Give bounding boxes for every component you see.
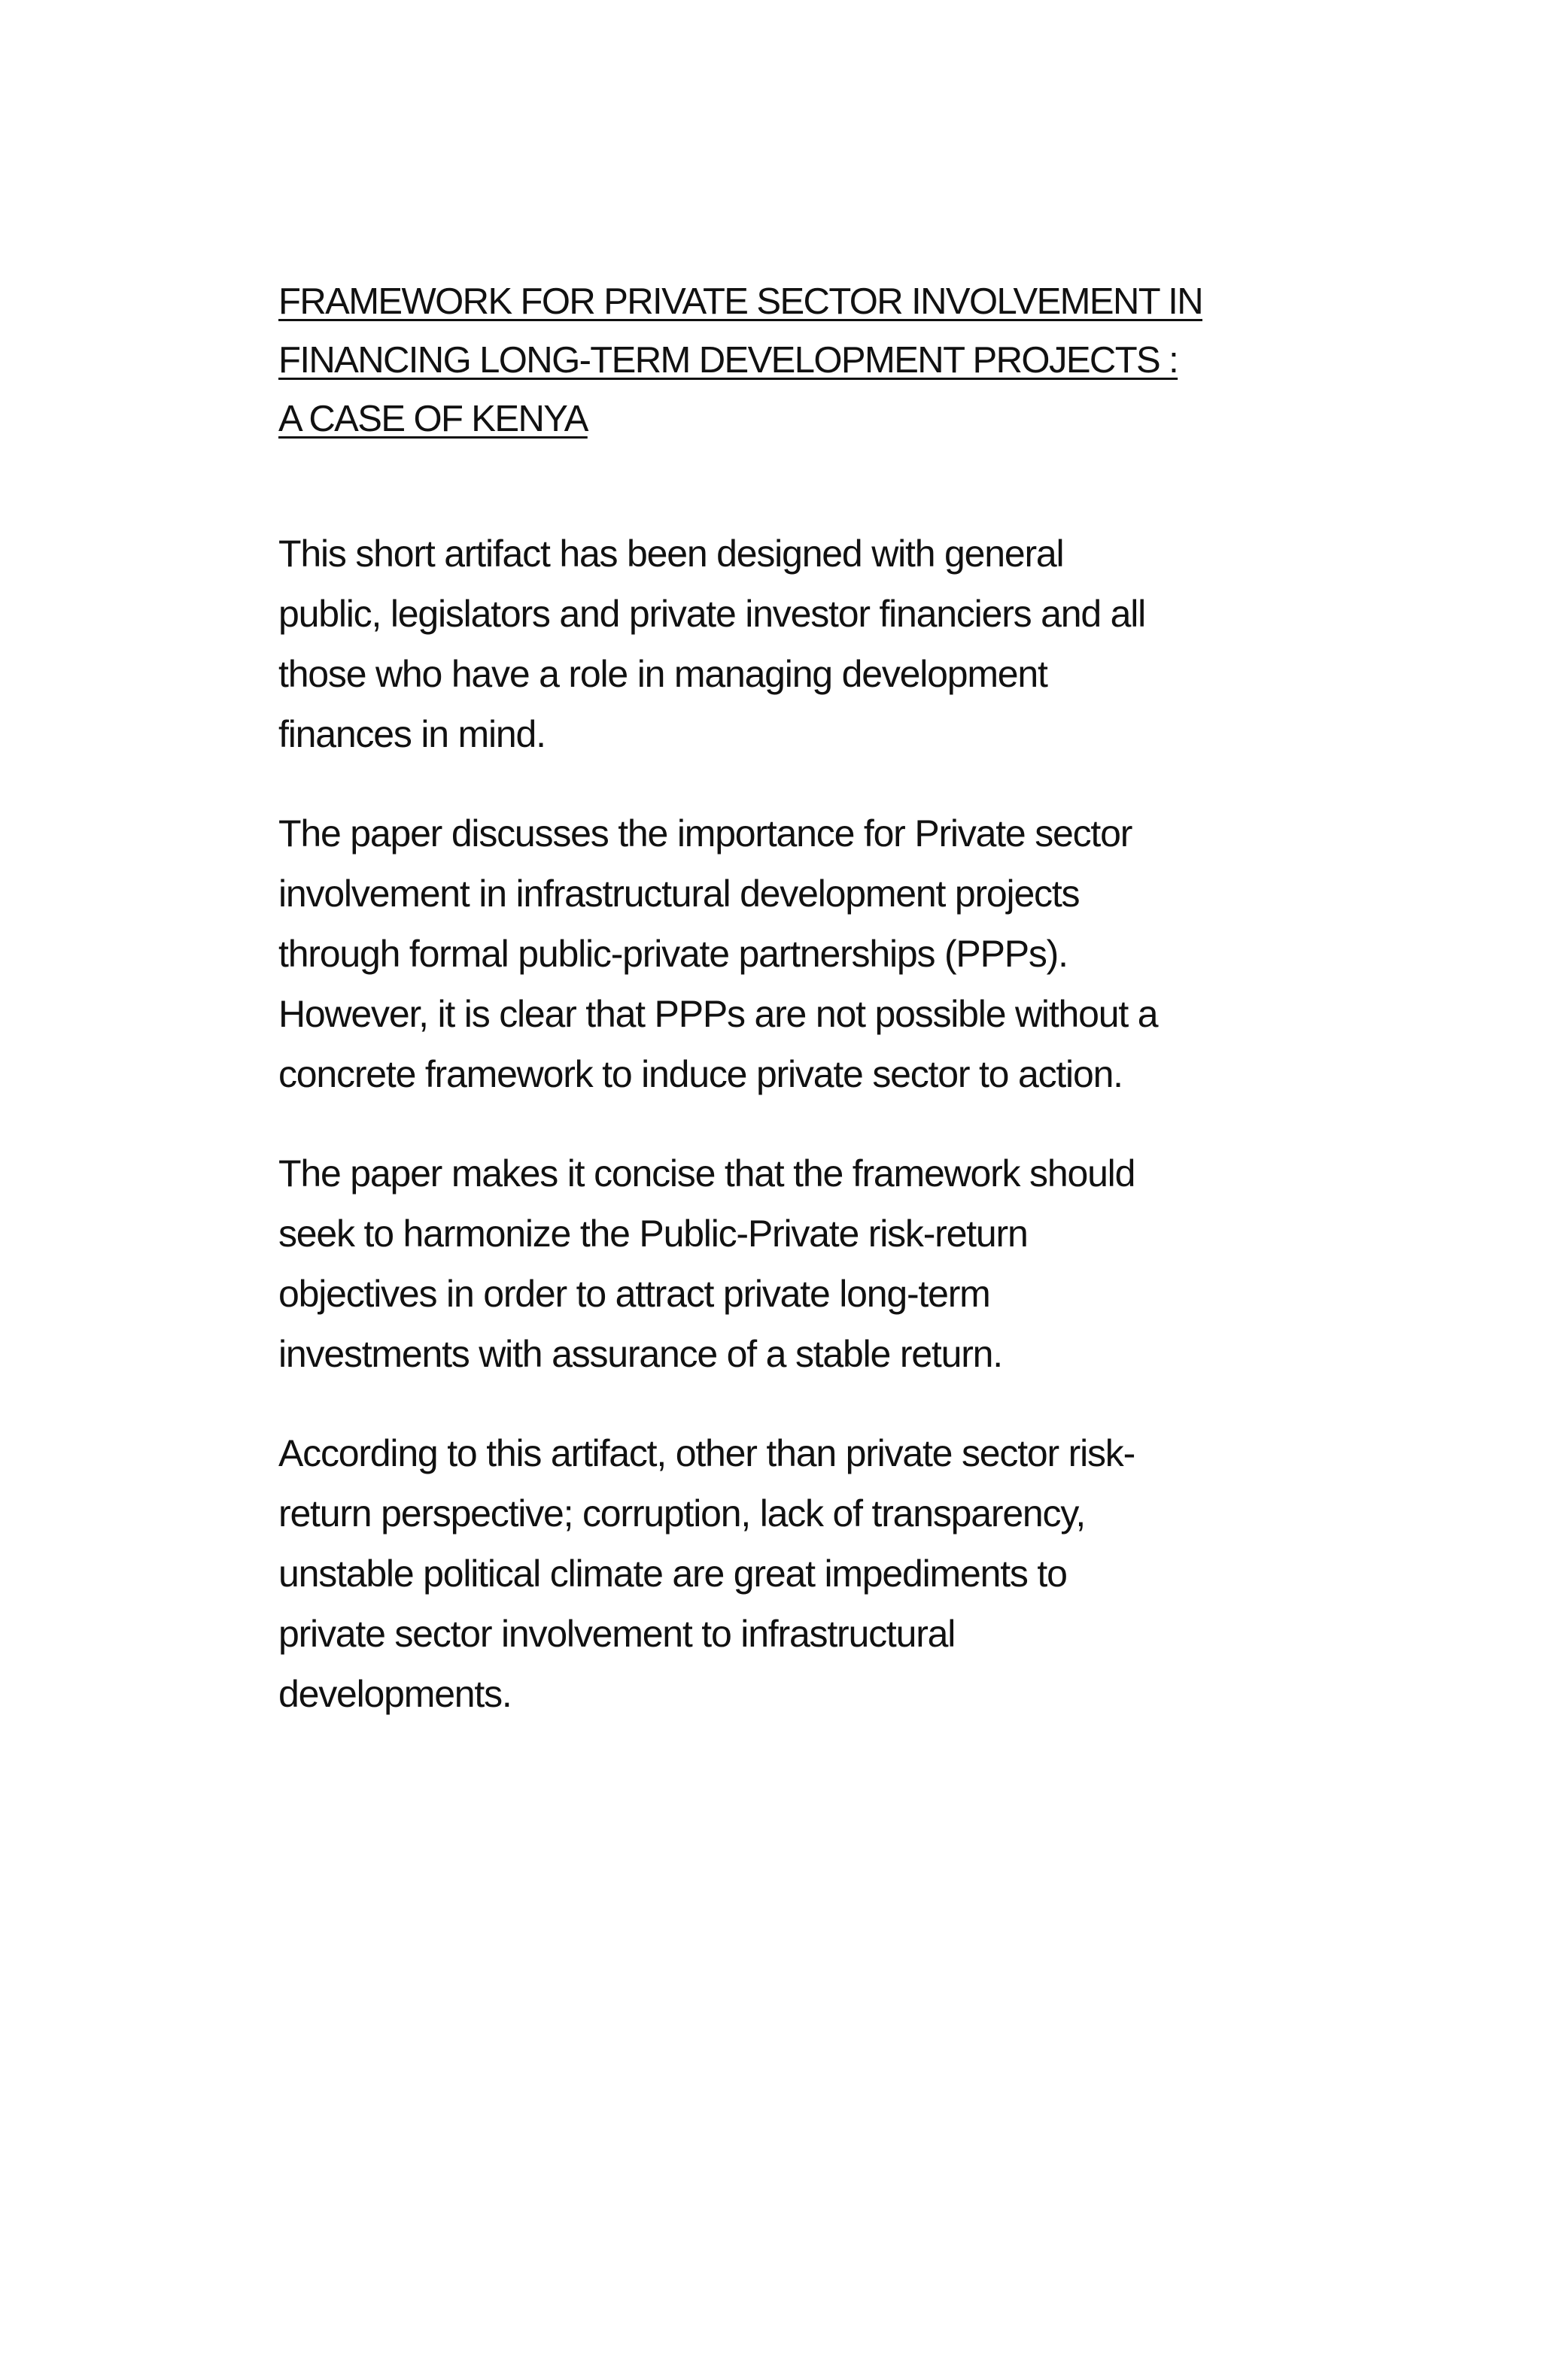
text-line: seek to harmonize the Public-Private risk-return xyxy=(278,1213,1028,1255)
text-line: The paper makes it concise that the framework should xyxy=(278,1152,1135,1195)
text-line: private sector involvement to infrastructural xyxy=(278,1613,956,1655)
text-line: public, legislators and private investor financiers and all xyxy=(278,593,1146,635)
text-line: return perspective; corruption, lack of transparency, xyxy=(278,1492,1086,1535)
title-line: FRAMEWORK FOR PRIVATE SECTOR INVOLVEMENT IN xyxy=(278,281,1203,322)
title-line: FINANCING LONG-TERM DEVELOPMENT PROJECTS : xyxy=(278,340,1178,381)
text-line: According to this artifact, other than private sector risk- xyxy=(278,1432,1135,1474)
text-line: through formal public-private partnerships (PPPs). xyxy=(278,933,1068,975)
text-line: investments with assurance of a stable return. xyxy=(278,1333,1002,1375)
text-line: This short artifact has been designed with general xyxy=(278,533,1064,575)
text-line: developments. xyxy=(278,1673,512,1715)
text-line: finances in mind. xyxy=(278,713,546,755)
paragraph-framework xyxy=(278,1143,1279,1384)
paragraph-importance xyxy=(278,803,1279,1104)
text-line: However, it is clear that PPPs are not possible without a xyxy=(278,993,1158,1035)
paragraph-audience xyxy=(278,524,1279,764)
title-line: A CASE OF KENYA xyxy=(278,399,588,439)
document-content xyxy=(278,272,1279,1763)
text-line: those who have a role in managing development xyxy=(278,653,1047,695)
text-line: unstable political climate are great impediments to xyxy=(278,1553,1067,1595)
text-line: concrete framework to induce private sector to action. xyxy=(278,1053,1123,1095)
text-line: The paper discusses the importance for Private sector xyxy=(278,812,1132,855)
text-line: involvement in infrastructural development projects xyxy=(278,873,1080,915)
paragraph-impediments xyxy=(278,1423,1279,1724)
text-line: objectives in order to attract private long-term xyxy=(278,1273,990,1315)
document-title xyxy=(278,272,1279,448)
